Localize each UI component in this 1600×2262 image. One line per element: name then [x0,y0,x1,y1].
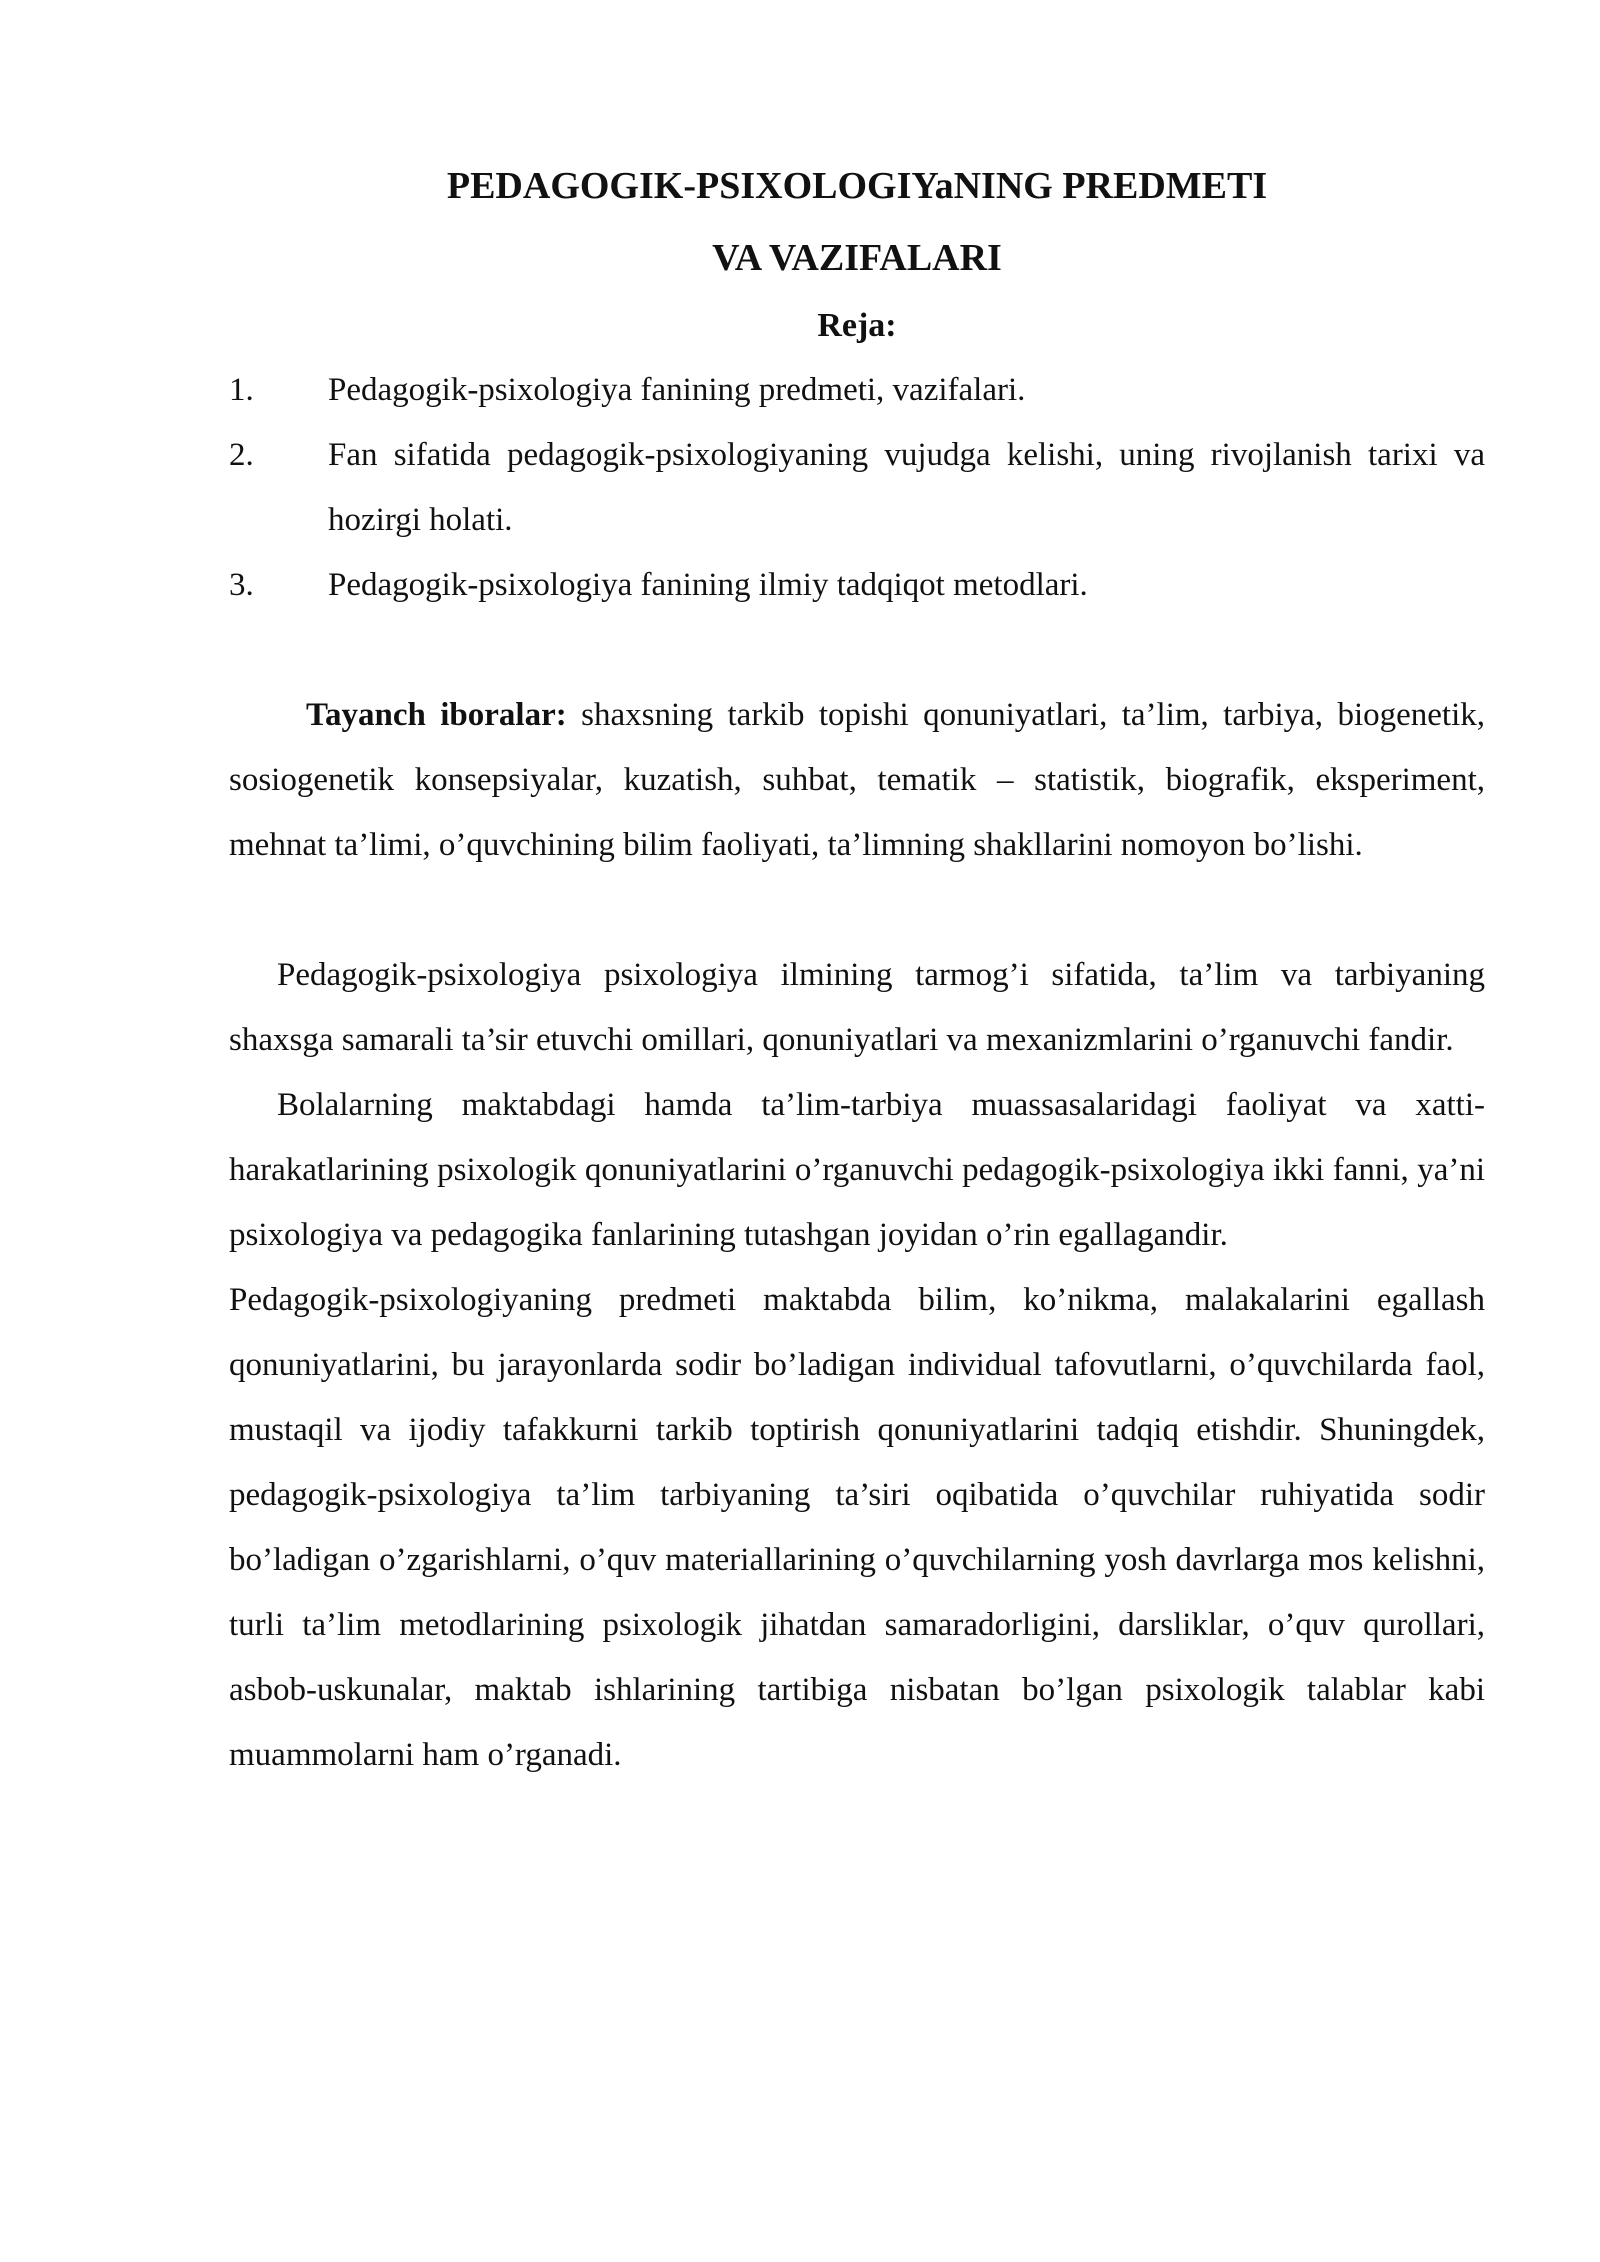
keywords-paragraph [229,683,1485,878]
document-title-line-2: VA VAZIFALARI [712,237,1002,279]
document-title [229,150,1485,294]
document-title-line-1: PEDAGOGIK-PSIXOLOGIYaNING PREDMETI [446,165,1268,207]
keywords-text: shaxsning tarkib topishi qonuniyatlari, ta’lim, tarbiya, biogenetik, sosiogenetik konsepsiyalar, kuzatish, suhbat, tematik – statistik, biografik, eksperiment, mehnat ta’limi, o’quvchining bilim faoliyati, ta’limning shakllarini nomoyon bo’lishi. [229,697,1486,863]
plan-item-text: Fan sifatida pedagogik-psixologiyaning vujudga kelishi, uning rivojlanish tarixi va hozirgi holati. [328,437,1485,538]
plan-heading: Reja: [817,307,897,344]
plan-item-number: 3. [229,567,254,603]
plan-item [229,423,1485,553]
body-paragraph: Pedagogik-psixologiyaning predmeti maktabda bilim, ko’nikma, malakalarini egallash qonuniyatlarini, bu jarayonlarda sodir bo’ladigan individual tafovutlarni, o’quvchilarda faol, mustaqil va ijodiy tafakkurni tarkib toptirish qonuniyatlarini tadqiq etishdir. Shuningdek, pedagogik-psixologiya ta’lim tarbiyaning ta’siri oqibatida o’quvchilar ruhiyatida sodir bo’ladigan o’zgarishlarni, o’quv materiallarining o’quvchilarning yosh davrlarga mos kelishni, turli ta’lim metodlarining psixologik jihatdan samaradorligini, darsliklar, o’quv qurollari, asbob-uskunalar, maktab ishlarining tartibiga nisbatan bo’lgan psixologik talablar kabi muammolarni ham o’rganadi. [229,1282,1485,1773]
plan-item-text: Pedagogik-psixologiya fanining predmeti, vazifalari. [328,372,1026,408]
keywords-label: Tayanch iboralar: [306,697,567,733]
document-page [229,150,1485,1788]
plan-item-number: 1. [229,372,254,408]
plan-item [229,358,1485,423]
body-paragraph: Pedagogik-psixologiya psixologiya ilmining tarmog’i sifatida, ta’lim va tarbiyaning shaxsga samarali ta’sir etuvchi omillari, qonuniyatlari va mexanizmlarini o’rganuvchi fandir. [229,957,1485,1058]
plan-list [229,358,1485,618]
plan-item-text: Pedagogik-psixologiya fanining ilmiy tadqiqot metodlari. [328,567,1088,603]
plan-item-number: 2. [229,437,254,473]
body-paragraph: Bolalarning maktabdagi hamda ta’lim-tarbiya muassasalaridagi faoliyat va xatti-harakatlarining psixologik qonuniyatlarini o’rganuvchi pedagogik-psixologiya ikki fanni, ya’ni psixologiya va pedagogika fanlarining tutashgan joyidan o’rin egallagandir. [229,1087,1485,1253]
plan-item [229,553,1485,618]
body-text [229,943,1485,1788]
